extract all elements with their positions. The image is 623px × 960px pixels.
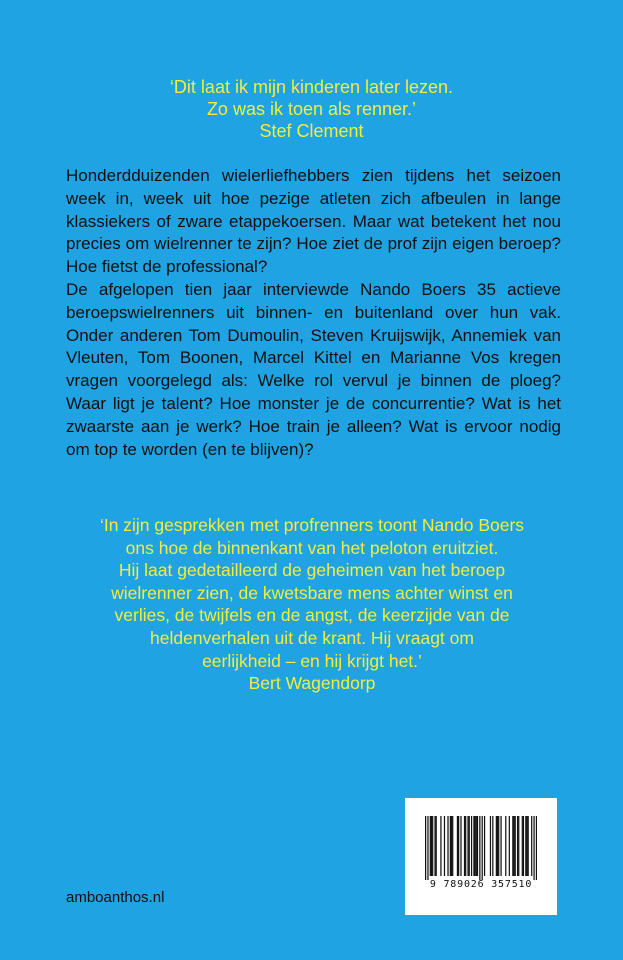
barcode-bar bbox=[425, 816, 426, 880]
endorsement-line-4: wielrenner zien, de kwetsbare mens achter winst en bbox=[111, 582, 513, 603]
endorsement-line-6: heldenverhalen uit de krant. Hij vraagt om bbox=[150, 627, 474, 648]
barcode-bar bbox=[522, 816, 523, 876]
endorsement-author: Bert Wagendorp bbox=[248, 673, 376, 694]
barcode-bar bbox=[476, 816, 477, 876]
barcode-bar bbox=[475, 816, 476, 876]
barcode-bar bbox=[526, 816, 527, 876]
barcode-bar bbox=[469, 816, 470, 876]
book-description bbox=[66, 165, 561, 461]
barcode-bar bbox=[484, 816, 485, 876]
barcode-bar bbox=[497, 816, 498, 876]
barcode-bar bbox=[451, 816, 452, 876]
barcode-bar bbox=[536, 816, 537, 880]
endorsement-line-2: ons hoe de binnenkant van het peloton eruitziet. bbox=[125, 537, 499, 558]
barcode-bar bbox=[505, 816, 506, 876]
endorsement-line-7: eerlijkheid – en hij krijgt het.’ bbox=[202, 650, 422, 671]
endorsement-line-5: verlies, de twijfels en de angst, de keerzijde van de bbox=[114, 605, 510, 626]
barcode-bar bbox=[513, 816, 514, 876]
barcode-bar bbox=[452, 816, 453, 876]
barcode-bar bbox=[432, 816, 433, 876]
barcode-bar bbox=[436, 816, 437, 876]
barcode-bar bbox=[450, 816, 451, 876]
barcode-bar bbox=[460, 816, 461, 876]
barcode-bar bbox=[528, 816, 529, 876]
opening-quote-line-2: Zo was ik toen als renner.’ bbox=[206, 99, 417, 119]
isbn-number: 9 789026 357510 bbox=[429, 879, 533, 890]
isbn-barcode bbox=[405, 798, 557, 915]
endorsement-quote bbox=[60, 514, 564, 695]
opening-quote-line-1: ‘Dit laat ik mijn kinderen later lezen. bbox=[169, 77, 454, 97]
barcode-bar bbox=[431, 816, 432, 876]
barcode-bar bbox=[533, 816, 534, 880]
endorsement-line-3: Hij laat gedetailleerd de geheimen van het beroep bbox=[118, 560, 506, 581]
barcode-bar bbox=[498, 816, 499, 876]
opening-quote-author: Stef Clement bbox=[259, 121, 364, 141]
barcode-bar bbox=[471, 816, 472, 876]
barcode-bar bbox=[525, 816, 526, 876]
barcode-bar bbox=[496, 816, 497, 876]
barcode-bar bbox=[509, 816, 510, 876]
barcode-bar bbox=[517, 816, 518, 876]
publisher-website[interactable]: amboanthos.nl bbox=[66, 889, 165, 906]
barcode-bar bbox=[430, 816, 431, 876]
barcode-bars bbox=[425, 816, 537, 880]
description-paragraph-2: De afgelopen tien jaar interviewde Nando Boers 35 actieve beroepswielrenners uit binnen- en buitenland over hun vak. Onder anderen Tom Dumoulin, Steven Kruijswijk, Annemiek van Vleuten, Tom Boonen, Marcel Kittel en Marianne Vos kregen vragen voorgelegd als: Welke rol vervul je binnen de ploeg? Waar ligt je talent? Hoe monster je de concurrentie? Wat is het zwaarste aan je werk? Hoe train je alleen? Wat is ervoor nodig om top te worden (en te blijven)? bbox=[66, 279, 561, 459]
barcode-bar bbox=[490, 816, 491, 876]
barcode-bar bbox=[500, 816, 501, 876]
barcode-bar bbox=[467, 816, 468, 876]
barcode-bar bbox=[434, 816, 435, 876]
barcode-bar bbox=[531, 816, 532, 876]
barcode-bar bbox=[465, 816, 466, 876]
barcode-bar bbox=[482, 816, 483, 880]
barcode-bar bbox=[440, 816, 441, 876]
barcode-bar bbox=[447, 816, 448, 876]
barcode-bar bbox=[477, 816, 478, 876]
barcode-bar bbox=[512, 816, 513, 876]
barcode-bar bbox=[492, 816, 493, 876]
barcode-bar bbox=[518, 816, 519, 876]
barcode-bar bbox=[479, 816, 480, 880]
barcode-bar bbox=[444, 816, 445, 876]
description-paragraph-1: Honderdduizenden wielerliefhebbers zien tijdens het seizoen week in, week uit hoe pezige atleten zich afbeulen in lange klassiekers of zware etappekoersen. Maar wat betekent het nou precies om wielrenner te zijn? Hoe ziet de prof zijn eigen beroep? Hoe fietst de professional? bbox=[66, 166, 561, 277]
barcode-bar bbox=[427, 816, 428, 880]
barcode-bar bbox=[458, 816, 459, 876]
barcode-bar bbox=[457, 816, 458, 876]
barcode-bar bbox=[473, 816, 474, 876]
barcode-bar bbox=[515, 816, 516, 876]
barcode-bar bbox=[464, 816, 465, 876]
barcode-bar bbox=[523, 816, 524, 876]
opening-quote bbox=[0, 76, 623, 142]
endorsement-line-1: ‘In zijn gesprekken met profrenners toont Nando Boers bbox=[99, 515, 525, 535]
